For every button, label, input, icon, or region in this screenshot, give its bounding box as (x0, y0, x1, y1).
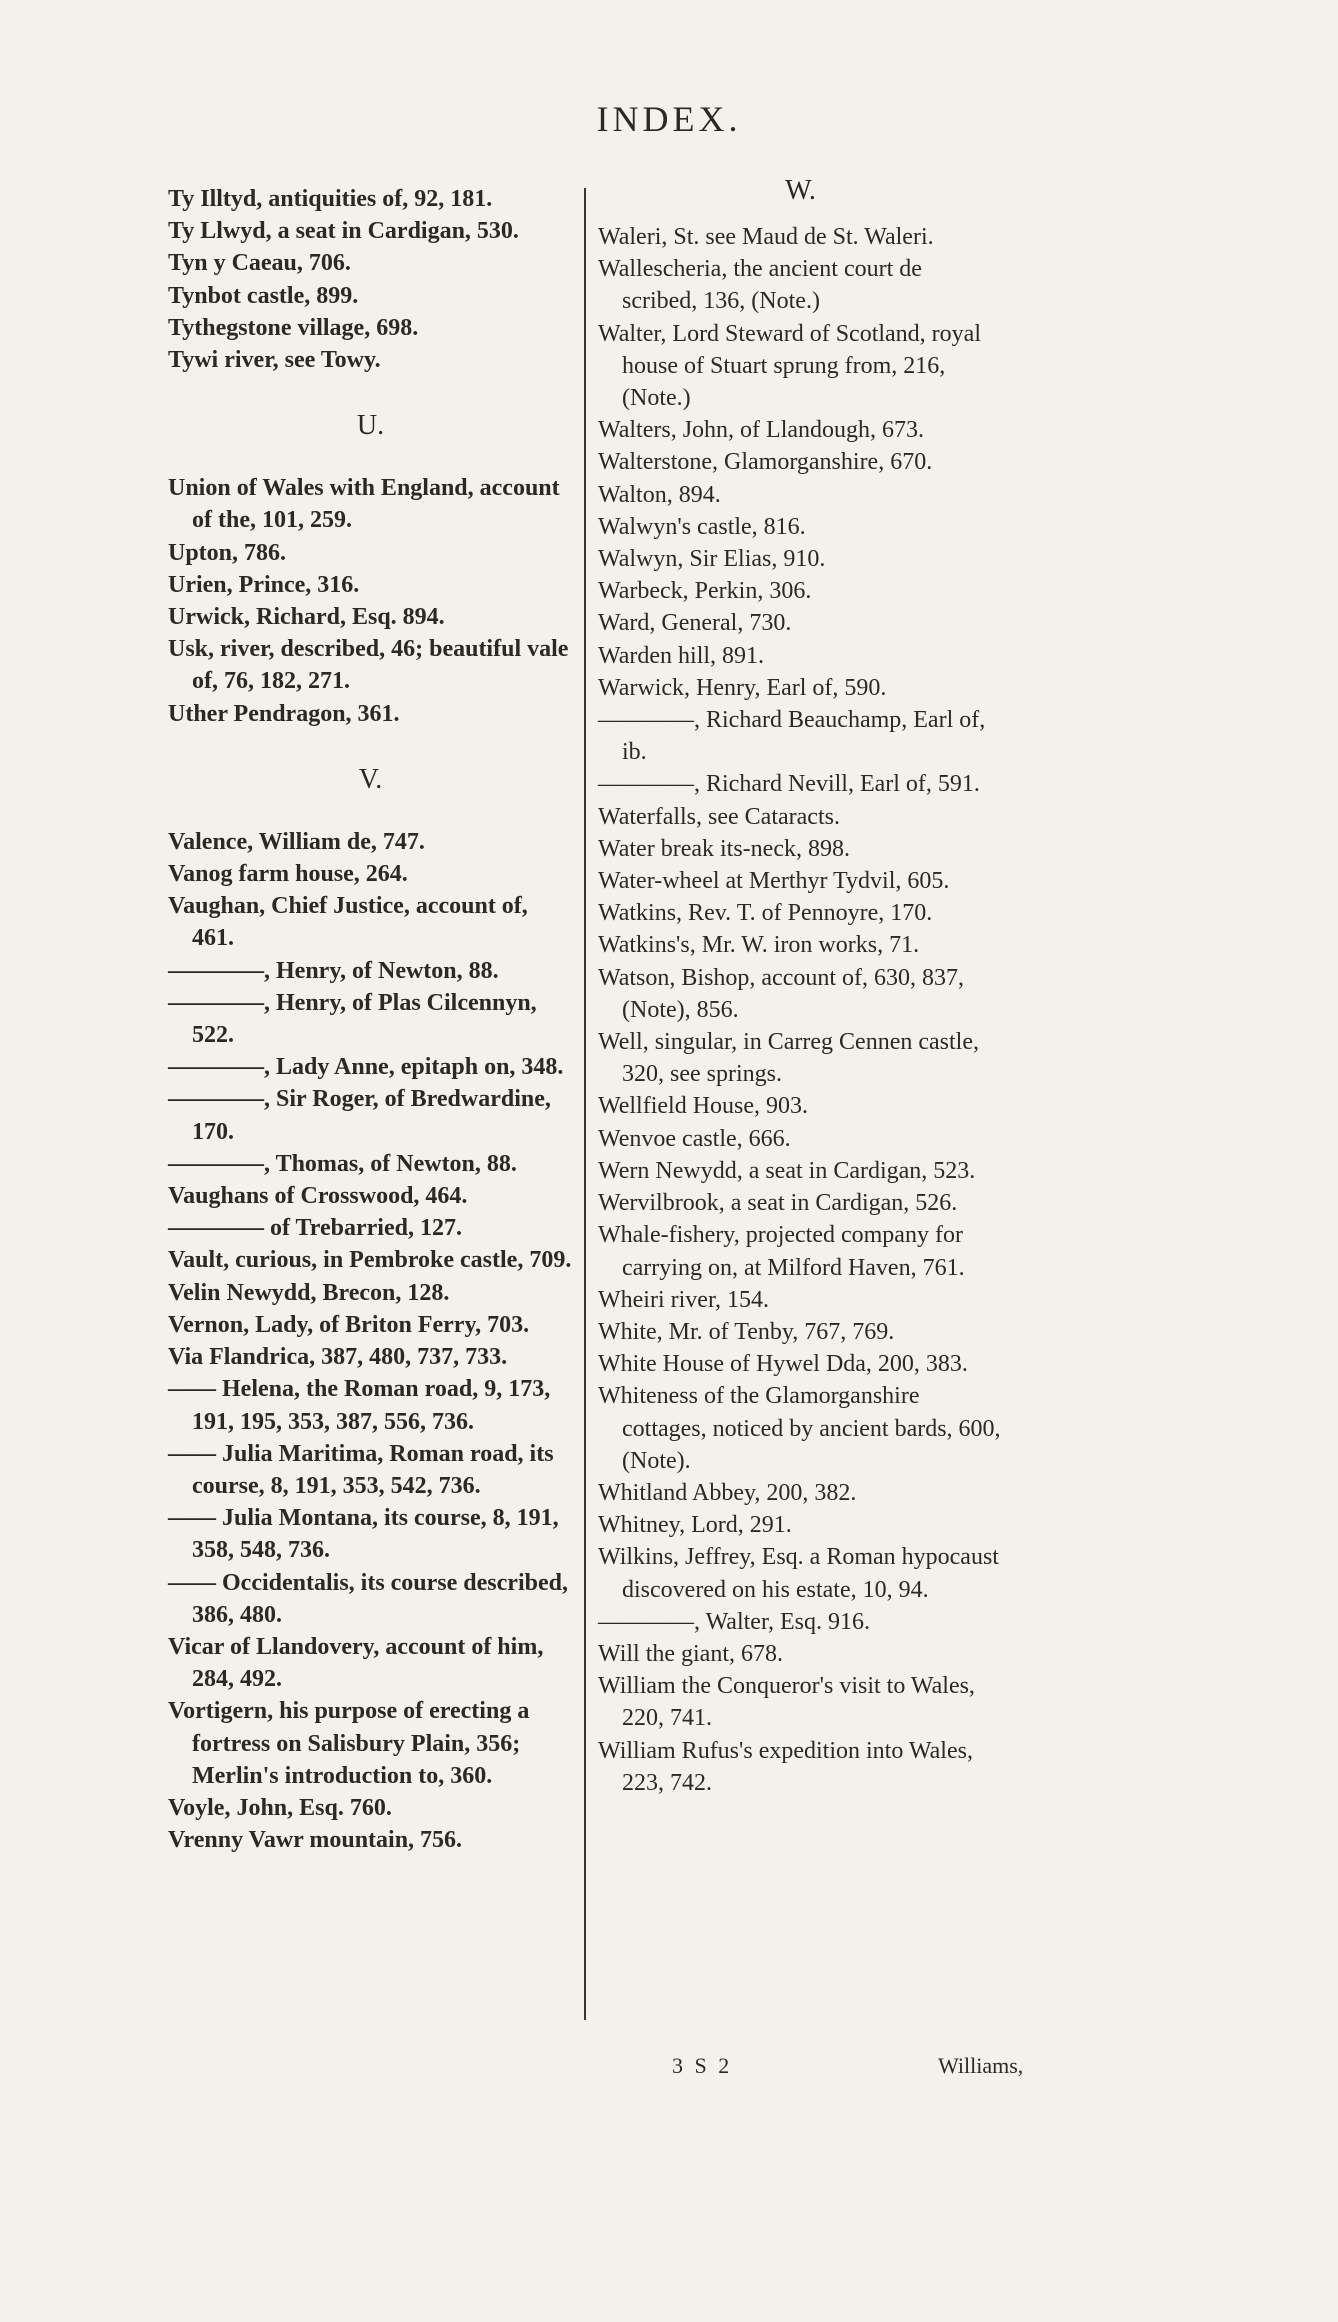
index-entry: Voyle, John, Esq. 760. (168, 1794, 392, 1821)
section-heading-w: W. (785, 175, 816, 206)
index-entry: Whitland Abbey, 200, 382. (598, 1479, 857, 1506)
index-entry: Wallescheria, the ancient court de scribed, 136, (Note.) (598, 256, 922, 315)
index-entry: Walwyn, Sir Elias, 910. (598, 546, 826, 573)
index-entry: Watson, Bishop, account of, 630, 837, (Note), 856. (598, 964, 965, 1023)
index-entry: Via Flandrica, 387, 480, 737, 733. (168, 1344, 508, 1371)
index-entry: Vrenny Vawr mountain, 756. (168, 1827, 463, 1854)
index-entry: Warbeck, Perkin, 306. (598, 578, 812, 605)
index-entry: Ty Illtyd, antiquities of, 92, 181. (168, 186, 493, 212)
index-entry: Walterstone, Glamorganshire, 670. (598, 449, 933, 476)
index-entry: Walwyn's castle, 816. (598, 513, 806, 540)
index-entry: Warden hill, 891. (598, 642, 765, 669)
index-entry: ————, Richard Nevill, Earl of, 591. (598, 771, 980, 798)
index-entry: ————, Lady Anne, epitaph on, 348. (168, 1054, 564, 1081)
index-entry: Watkins's, Mr. W. iron works, 71. (598, 932, 920, 959)
section-heading-v: V. (358, 763, 383, 795)
index-entry: Uther Pendragon, 361. (168, 700, 400, 727)
index-entry: Ty Llwyd, a seat in Cardigan, 530. (168, 218, 519, 245)
index-entry: Tythegstone village, 698. (168, 314, 419, 341)
section-heading-u: U. (356, 410, 385, 442)
index-entry: Tynbot castle, 899. (168, 282, 359, 309)
right-column (598, 175, 1003, 1799)
index-entry: Velin Newydd, Brecon, 128. (168, 1279, 450, 1306)
index-entry: Usk, river, described, 46; beautiful vale of, 76, 182, 271. (168, 636, 569, 695)
index-entry: Upton, 786. (168, 539, 287, 566)
index-entry: Vernon, Lady, of Briton Ferry, 703. (168, 1311, 530, 1338)
catchword: Williams, (938, 2053, 1024, 2078)
signature-mark: 3 S 2 (672, 2053, 733, 2078)
index-entry: —— Helena, the Roman road, 9, 173, 191, 195, 353, 387, 556, 736. (168, 1376, 551, 1435)
index-entry: Ward, General, 730. (598, 610, 792, 637)
index-entry: Vortigern, his purpose of erecting a fortress on Salisbury Plain, 356; Merlin's introduction to, 360. (168, 1698, 530, 1789)
index-entry: Whale-fishery, projected company for carrying on, at Milford Haven, 761. (598, 1222, 965, 1281)
index-entry: Urien, Prince, 316. (168, 571, 360, 598)
index-entry: Wilkins, Jeffrey, Esq. a Roman hypocaust discovered on his estate, 10, 94. (598, 1544, 999, 1603)
index-entry: Wellfield House, 903. (598, 1093, 809, 1120)
index-entry: ————, Henry, of Plas Cilcennyn, 522. (168, 989, 537, 1049)
index-entry: Waterfalls, see Cataracts. (598, 803, 840, 830)
left-column (168, 183, 573, 1856)
index-entry: Water break its-neck, 898. (598, 835, 850, 862)
page-title: INDEX. (596, 99, 742, 139)
index-entry: ————, Sir Roger, of Bredwardine, 170. (168, 1086, 551, 1145)
index-entry: Wenvoe castle, 666. (598, 1125, 791, 1152)
index-entry: Wern Newydd, a seat in Cardigan, 523. (598, 1157, 976, 1184)
index-entry: William Rufus's expedition into Wales, 223, 742. (598, 1737, 973, 1796)
index-entry: Walters, John, of Llandough, 673. (598, 417, 925, 444)
index-entry: Tywi river, see Towy. (168, 347, 381, 374)
index-entry: ———— of Trebarried, 127. (168, 1215, 462, 1242)
index-entry: Will the giant, 678. (598, 1640, 784, 1667)
index-entry: Vanog farm house, 264. (168, 861, 408, 888)
index-entry: White, Mr. of Tenby, 767, 769. (598, 1318, 895, 1345)
index-entry: Well, singular, in Carreg Cennen castle, 320, see springs. (598, 1029, 979, 1088)
index-entry: Union of Wales with England, account of the, 101, 259. (168, 475, 560, 534)
index-entry: Tyn y Caeau, 706. (168, 250, 351, 277)
index-entry: Vault, curious, in Pembroke castle, 709. (168, 1247, 572, 1274)
index-entry: White House of Hywel Dda, 200, 383. (598, 1351, 968, 1378)
index-entry: Wervilbrook, a seat in Cardigan, 526. (598, 1190, 958, 1217)
index-entry: Urwick, Richard, Esq. 894. (168, 604, 445, 631)
index-entry: ————, Henry, of Newton, 88. (168, 957, 499, 984)
index-entry: William the Conqueror's visit to Wales, 220, 741. (598, 1673, 975, 1732)
index-entry: Walter, Lord Steward of Scotland, royal house of Stuart sprung from, 216, (Note.) (598, 320, 981, 412)
index-entry: Walton, 894. (598, 481, 721, 508)
index-entry: ————, Walter, Esq. 916. (598, 1608, 870, 1635)
index-entry: Warwick, Henry, Earl of, 590. (598, 674, 887, 701)
index-entry: Whitney, Lord, 291. (598, 1512, 792, 1539)
index-entry: ————, Thomas, of Newton, 88. (168, 1150, 517, 1177)
index-entry: —— Occidentalis, its course described, 386, 480. (168, 1569, 568, 1628)
index-entry: Vaughans of Crosswood, 464. (168, 1183, 468, 1210)
index-entry: Waleri, St. see Maud de St. Waleri. (598, 224, 934, 250)
index-entry: —— Julia Montana, its course, 8, 191, 358, 548, 736. (168, 1505, 559, 1564)
index-entry: Vaughan, Chief Justice, account of, 461. (168, 893, 528, 952)
index-entry: —— Julia Maritima, Roman road, its course, 8, 191, 353, 542, 736. (168, 1440, 554, 1499)
index-entry: Vicar of Llandovery, account of him, 284, 492. (168, 1633, 544, 1693)
index-entry: ————, Richard Beauchamp, Earl of, ib. (598, 707, 986, 766)
index-entry: Watkins, Rev. T. of Pennoyre, 170. (598, 900, 933, 927)
index-entry: Wheiri river, 154. (598, 1286, 769, 1313)
column-divider (584, 188, 586, 2020)
index-entry: Whiteness of the Glamorganshire cottages, noticed by ancient bards, 600, (Note). (598, 1383, 1001, 1474)
index-entry: Valence, William de, 747. (168, 828, 425, 855)
index-entry: Water-wheel at Merthyr Tydvil, 605. (598, 868, 950, 895)
